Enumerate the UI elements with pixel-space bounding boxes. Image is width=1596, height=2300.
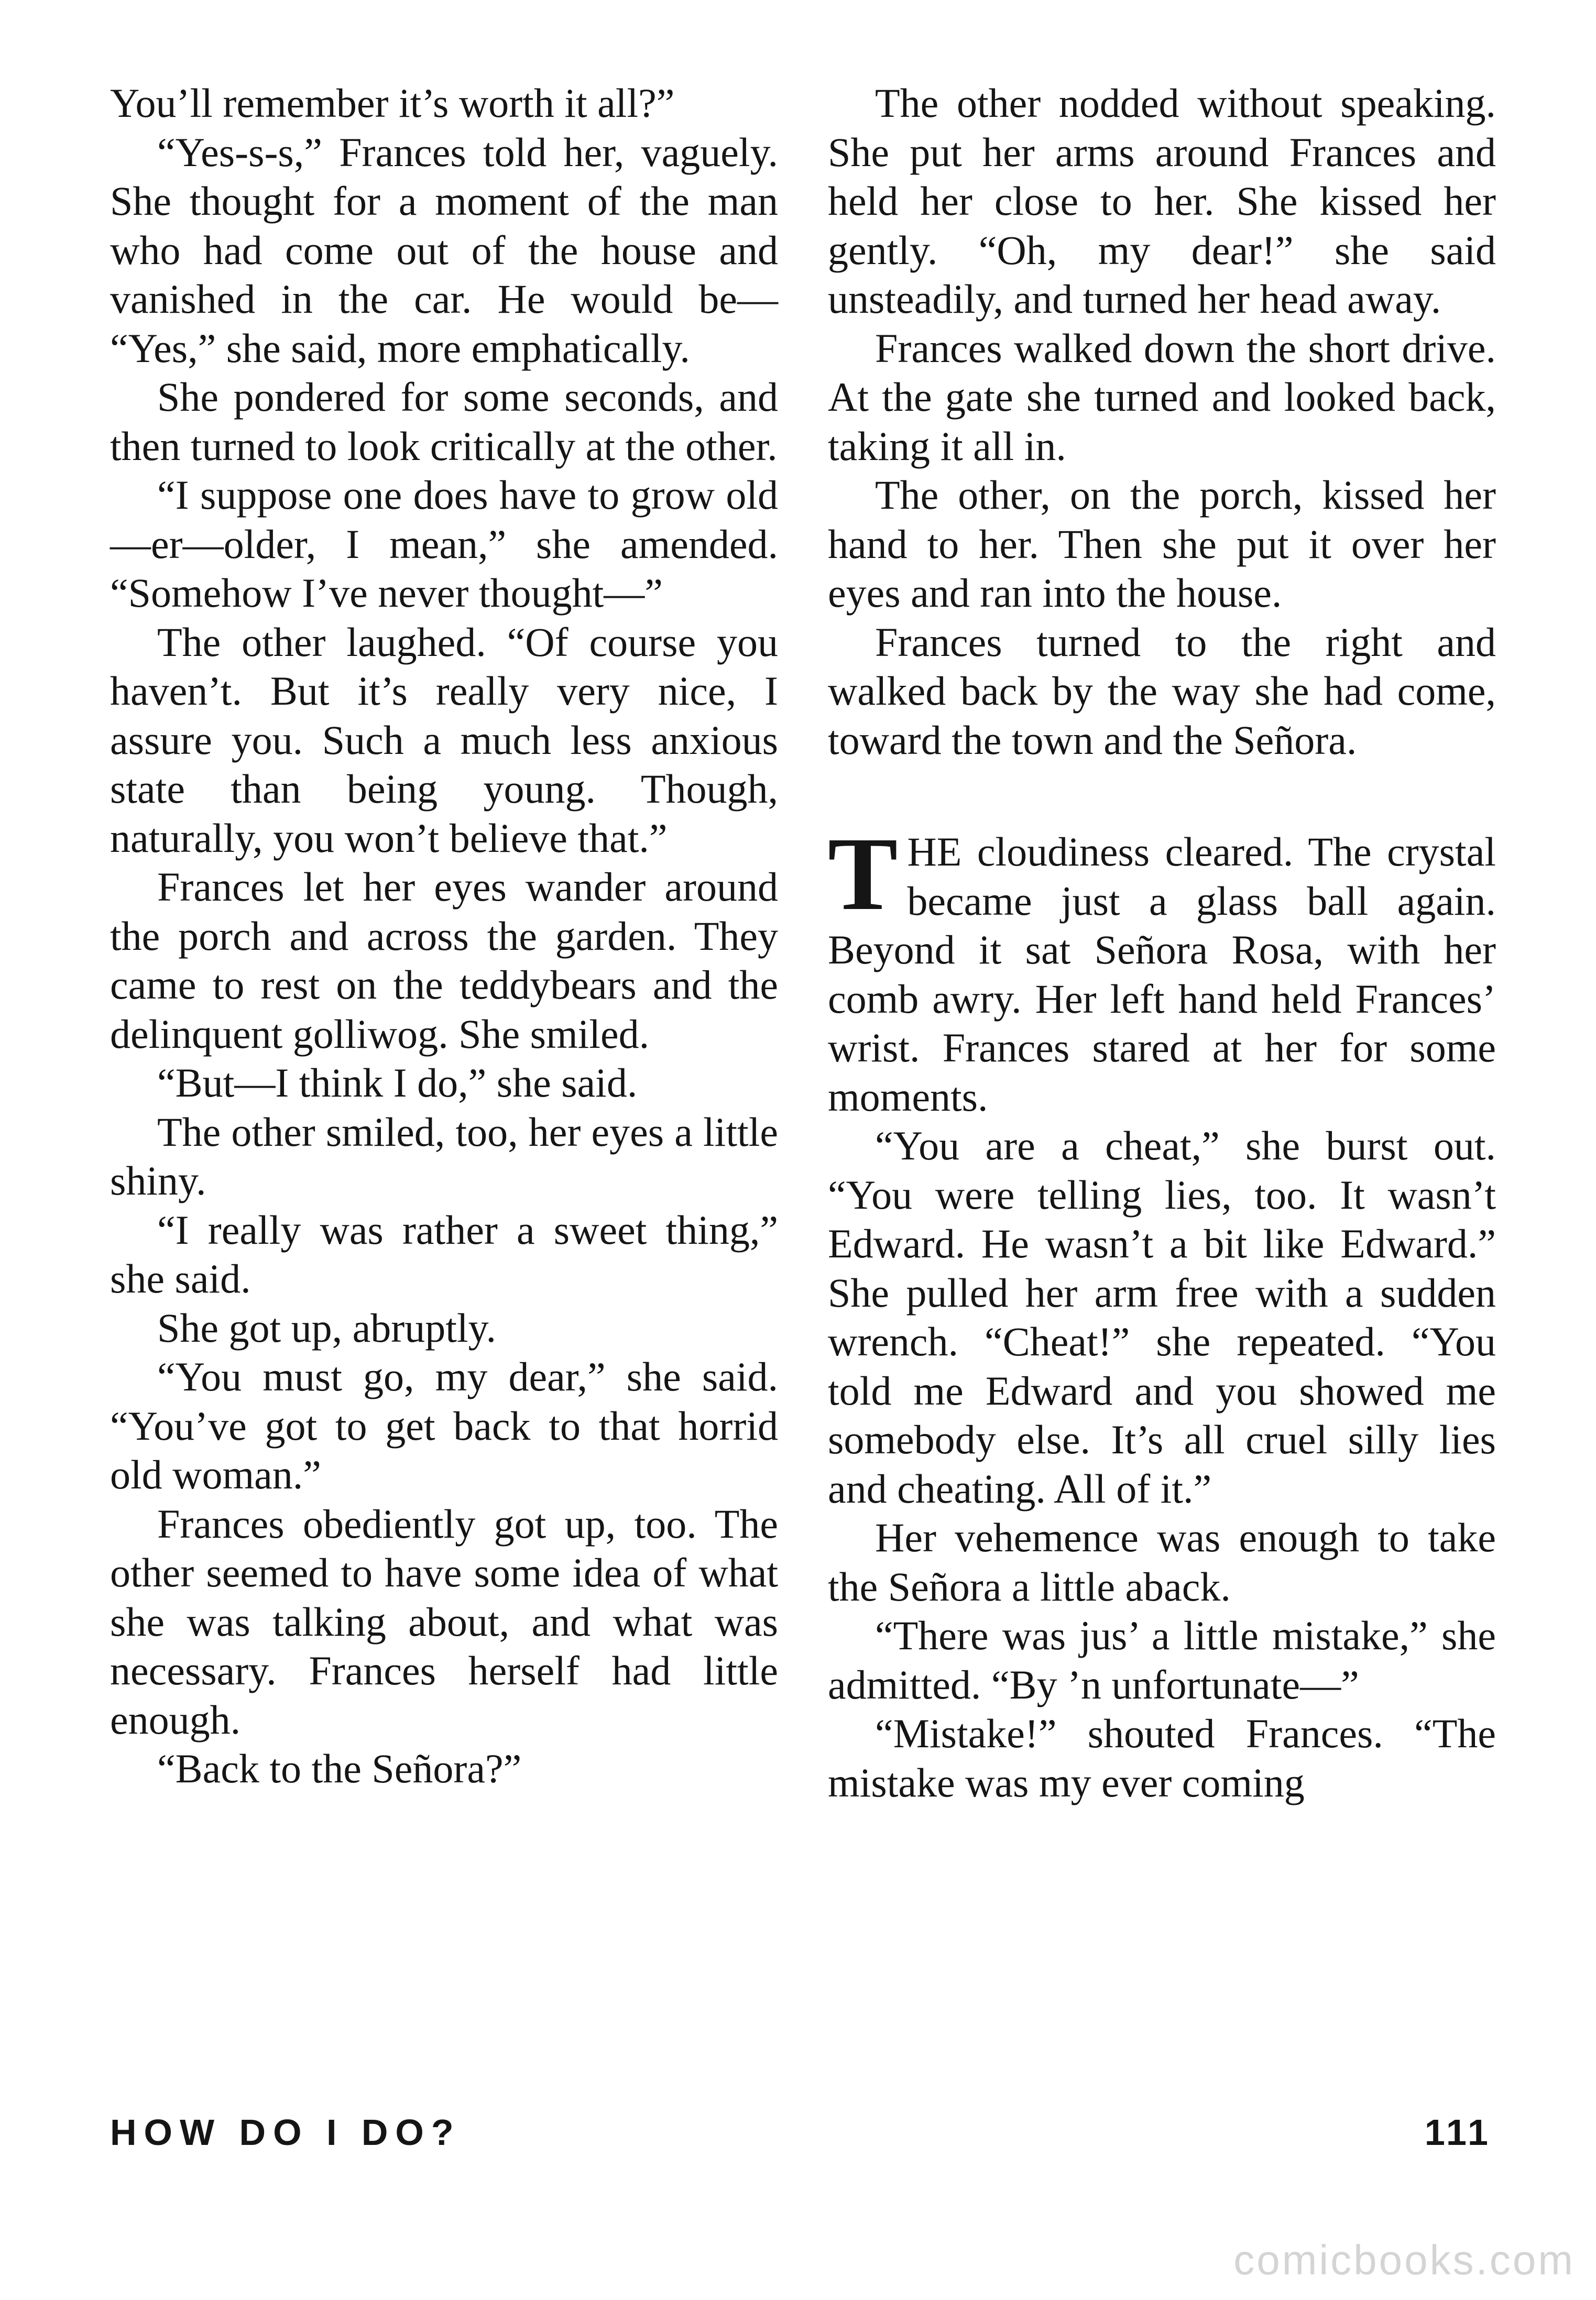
paragraph: “Yes-s-s,” Frances told her, vaguely. She thought for a moment of the man who had come out of the house and vanished in the car. He would be— “Yes,” she said, more emphatically. — [110, 129, 778, 371]
paragraph: The other nodded without speaking. She put her arms around Frances and held her close to her. She kissed her gently. “Oh, my dear!” she said unsteadily, and turned her head away. — [828, 80, 1496, 322]
paragraph: Frances obediently got up, too. The other seemed to have some idea of what she was talking about, and what was necessary. Frances herself had little enough. — [110, 1501, 778, 1743]
paragraph: Frances let her eyes wander around the porch and across the garden. They came to rest on the teddybears and the delinquent golliwog. She smiled. — [110, 864, 778, 1057]
paragraph: She got up, abruptly. — [157, 1305, 497, 1351]
paragraph: “Mistake!” shouted Frances. “The mistake was my ever coming — [828, 1711, 1496, 1805]
paragraph: Her vehemence was enough to take the Señora a little aback. — [828, 1515, 1496, 1609]
paragraph: The other, on the porch, kissed her hand to her. Then she put it over her eyes and ran into the house. — [828, 472, 1496, 616]
paragraph: “You must go, my dear,” she said. “You’ve got to get back to that horrid old woman.” — [110, 1354, 778, 1497]
running-footer-title: HOW DO I DO? — [110, 2112, 461, 2153]
watermark-logo: comicbooks.com — [1233, 2237, 1575, 2283]
paragraph: The other smiled, too, her eyes a little shiny. — [110, 1109, 778, 1203]
paragraph: The other laughed. “Of course you haven’t. But it’s really very nice, I assure you. Such a much less anxious state than being young. Though, naturally, you won’t believe that.” — [110, 619, 778, 861]
paragraph: You’ll remember it’s worth it all?” — [110, 80, 675, 126]
left-text-column — [110, 79, 778, 1793]
right-text-column — [828, 79, 1496, 1807]
paragraph: “But—I think I do,” she said. — [157, 1060, 638, 1105]
paragraph: Frances turned to the right and walked back by the way she had come, toward the town and the Señora. — [828, 619, 1496, 763]
section-opening-text: HE cloudiness cleared. The crystal became just a glass ball again. Beyond it sat Señora Rosa, with her comb awry. Her left hand held Frances’ wrist. Frances stared at her for some moments. — [828, 829, 1496, 1120]
paragraph: “I suppose one does have to grow old—er—older, I mean,” she amended. “Somehow I’ve never thought—” — [110, 472, 778, 616]
paragraph: Frances walked down the short drive. At the gate she turned and looked back, taking it all in. — [828, 325, 1496, 469]
paragraph: She pondered for some seconds, and then turned to look critically at the other. — [110, 374, 778, 469]
page-number: 111 — [1424, 2112, 1491, 2153]
paragraph: “I really was rather a sweet thing,” she said. — [110, 1207, 778, 1301]
drop-cap: T — [828, 816, 898, 932]
paragraph: “There was jus’ a little mistake,” she admitted. “By ’n unfortunate—” — [828, 1613, 1496, 1707]
paragraph: “You are a cheat,” she burst out. “You were telling lies, too. It wasn’t Edward. He wasn’t a bit like Edward.” She pulled her arm free with a sudden wrench. “Cheat!” she repeated. “You told me Edward and you showed me somebody else. It’s all cruel silly lies and cheating. All of it.” — [828, 1123, 1496, 1512]
paragraph: “Back to the Señora?” — [157, 1746, 522, 1791]
section-opening-paragraph — [828, 816, 1496, 1121]
